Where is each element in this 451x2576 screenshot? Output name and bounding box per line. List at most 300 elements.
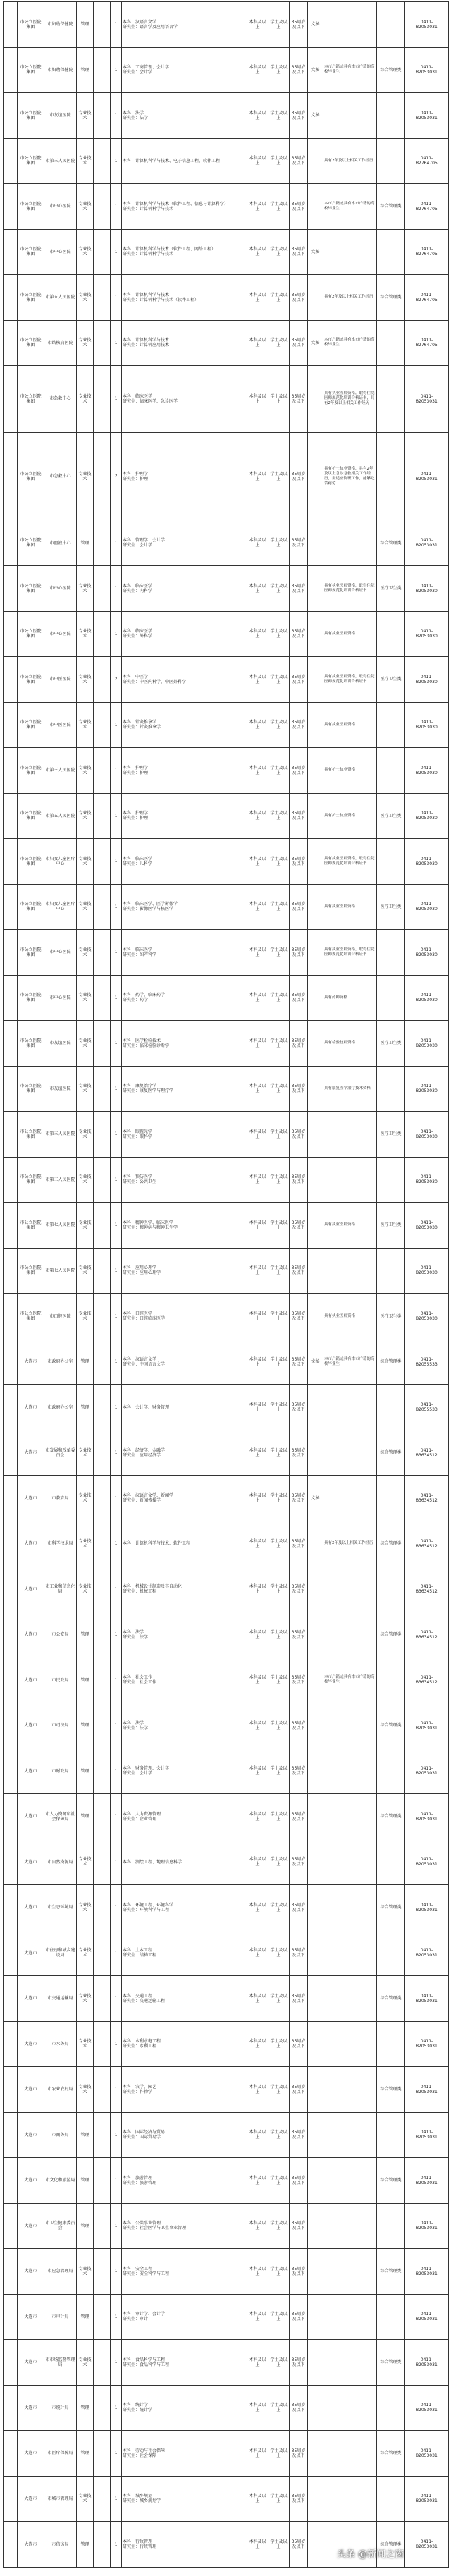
age-limit-cell: 35周岁及以下 [290, 93, 308, 139]
hire-count-cell: 1 [111, 229, 122, 275]
post-type-cell [94, 366, 111, 433]
hire-count-cell: 1 [111, 1748, 122, 1794]
remark-cell [377, 1066, 405, 1112]
region-cell: 市公立医院集团 [18, 275, 44, 321]
education-cell: 本科及以上 [247, 432, 268, 520]
education-cell: 本科及以上 [247, 2476, 268, 2522]
contact-phone-cell: 0411- 82053030 [405, 1294, 449, 1339]
position-number-cell [4, 1066, 18, 1112]
post-type-cell [94, 184, 111, 230]
major-cell: 本科：安全工程 研究生：安全科学与工程 [122, 2249, 247, 2295]
post-category-cell: 管理 [77, 1657, 94, 1703]
hire-count-cell: 1 [111, 1839, 122, 1885]
age-limit-cell: 35周岁及以下 [290, 2249, 308, 2295]
degree-cell: 学士及以上 [268, 884, 290, 930]
major-cell: 本科：工商管理、会计学 研究生：会计学 [122, 47, 247, 93]
employer-cell: 市妇幼保健院 [44, 2, 77, 48]
post-type-cell [94, 611, 111, 657]
major-cell: 本科：财务管理、会计学 研究生：会计学 [122, 1748, 247, 1794]
major-cell: 本科：法学 研究生：法学 [122, 1612, 247, 1657]
degree-cell: 学士及以上 [268, 1566, 290, 1612]
region-cell: 大连市 [18, 1975, 44, 2021]
table-row [4, 1476, 449, 1521]
position-number-cell [4, 566, 18, 612]
position-number-cell [4, 2522, 18, 2568]
contact-phone-cell: 0411- 82053031 [405, 2, 449, 48]
post-type-cell [94, 1339, 111, 1385]
table-row [4, 2203, 449, 2249]
education-cell: 本科及以上 [247, 2067, 268, 2113]
education-cell: 本科及以上 [247, 1476, 268, 1521]
requirement-cell [323, 2, 377, 48]
region-cell: 市公立医院集团 [18, 93, 44, 139]
post-type-cell [94, 138, 111, 184]
post-category-cell: 专业技术 [77, 884, 94, 930]
degree-cell: 学士及以上 [268, 1248, 290, 1294]
post-category-cell: 管理 [77, 2522, 94, 2568]
education-cell: 本科及以上 [247, 1930, 268, 1976]
table-row [4, 657, 449, 703]
requirement-cell [323, 2340, 377, 2386]
post-type-cell [94, 47, 111, 93]
employer-cell: 市水务局 [44, 2021, 77, 2067]
degree-cell: 学士及以上 [268, 2158, 290, 2204]
remark-cell [377, 975, 405, 1021]
employer-cell: 市信访局 [44, 2522, 77, 2568]
remark-cell [377, 1566, 405, 1612]
education-cell: 本科及以上 [247, 1066, 268, 1112]
education-cell: 本科及以上 [247, 229, 268, 275]
major-cell: 本科：针灸推拿学 研究生：针灸推拿学 [122, 702, 247, 748]
hire-count-cell: 1 [111, 1566, 122, 1612]
table-row [4, 184, 449, 230]
region-cell: 市公立医院集团 [18, 184, 44, 230]
post-type-cell [94, 1748, 111, 1794]
hire-count-cell: 1 [111, 1476, 122, 1521]
age-limit-cell: 35周岁及以下 [290, 1385, 308, 1430]
hire-count-cell: 1 [111, 748, 122, 794]
employer-cell: 市第三人民医院 [44, 1112, 77, 1158]
post-category-cell: 专业技术 [77, 702, 94, 748]
major-cell: 本科：食品科学与工程 研究生：食品科学与工程 [122, 2340, 247, 2386]
age-limit-cell: 35周岁及以下 [290, 1157, 308, 1203]
post-category-cell: 管理 [77, 1339, 94, 1385]
exam-cell [308, 1294, 323, 1339]
degree-cell: 学士及以上 [268, 432, 290, 520]
post-category-cell: 专业技术 [77, 2476, 94, 2522]
position-number-cell [4, 1839, 18, 1885]
exam-cell [308, 1975, 323, 2021]
exam-cell [308, 2340, 323, 2386]
age-limit-cell: 35周岁及以下 [290, 1248, 308, 1294]
education-cell: 本科及以上 [247, 47, 268, 93]
major-cell: 本科：临床医学 研究生：临床医学、急诊医学 [122, 366, 247, 433]
education-cell: 本科及以上 [247, 2431, 268, 2477]
post-type-cell [94, 566, 111, 612]
table-row [4, 1385, 449, 1430]
contact-phone-cell: 0411- 82053031 [405, 1703, 449, 1748]
post-category-cell: 管理 [77, 1385, 94, 1430]
remark-cell: 综合管理类 [377, 1975, 405, 2021]
remark-cell [377, 2112, 405, 2158]
remark-cell: 综合管理类 [377, 1793, 405, 1839]
exam-cell [308, 884, 323, 930]
region-cell: 大连市 [18, 1793, 44, 1839]
region-cell: 市公立医院集团 [18, 229, 44, 275]
table-row [4, 138, 449, 184]
contact-phone-cell: 0411- 82053030 [405, 1157, 449, 1203]
region-cell: 市公立医院集团 [18, 1294, 44, 1339]
hire-count-cell: 1 [111, 1112, 122, 1158]
hire-count-cell: 1 [111, 930, 122, 976]
exam-cell: 文秘 [308, 229, 323, 275]
post-category-cell: 专业技术 [77, 93, 94, 139]
degree-cell: 学士及以上 [268, 2021, 290, 2067]
post-type-cell [94, 930, 111, 976]
region-cell: 市公立医院集团 [18, 930, 44, 976]
table-row [4, 2158, 449, 2204]
hire-count-cell: 1 [111, 1657, 122, 1703]
major-cell: 本科：汉语言文学、新闻学 研究生：新闻传播学 [122, 1476, 247, 1521]
table-row [4, 1793, 449, 1839]
region-cell: 市公立医院集团 [18, 657, 44, 703]
position-number-cell [4, 1566, 18, 1612]
contact-phone-cell: 0411- 82053031 [405, 1930, 449, 1976]
exam-cell [308, 702, 323, 748]
age-limit-cell: 35周岁及以下 [290, 2067, 308, 2113]
region-cell: 市公立医院集团 [18, 1157, 44, 1203]
table-row [4, 611, 449, 657]
employer-cell: 市第七人民医院 [44, 1248, 77, 1294]
exam-cell [308, 2431, 323, 2477]
education-cell: 本科及以上 [247, 1566, 268, 1612]
employer-cell: 市妇女儿童医疗中心 [44, 884, 77, 930]
post-type-cell [94, 1294, 111, 1339]
requirement-cell [323, 1476, 377, 1521]
position-number-cell [4, 1884, 18, 1930]
hire-count-cell: 1 [111, 975, 122, 1021]
position-number-cell [4, 432, 18, 520]
contact-phone-cell: 0411- 82053030 [405, 611, 449, 657]
education-cell: 本科及以上 [247, 2294, 268, 2340]
remark-cell: 医疗卫生类 [377, 1112, 405, 1158]
employer-cell: 市中心医院 [44, 229, 77, 275]
position-number-cell [4, 1430, 18, 1476]
employer-cell: 市急救中心 [44, 432, 77, 520]
degree-cell: 学士及以上 [268, 520, 290, 566]
post-type-cell [94, 1430, 111, 1476]
contact-phone-cell: 0411- 82053030 [405, 566, 449, 612]
region-cell: 大连市 [18, 2249, 44, 2295]
employer-cell: 市教育局 [44, 1476, 77, 1521]
major-cell: 本科：人力资源管理 研究生：企业管理 [122, 1793, 247, 1839]
position-number-cell [4, 611, 18, 657]
degree-cell: 学士及以上 [268, 1839, 290, 1885]
remark-cell: 综合管理类 [377, 2249, 405, 2295]
position-number-cell [4, 2158, 18, 2204]
remark-cell [377, 2476, 405, 2522]
education-cell: 本科及以上 [247, 2, 268, 48]
contact-phone-cell: 0411- 83634512 [405, 1566, 449, 1612]
remark-cell: 综合管理类 [377, 2067, 405, 2113]
exam-cell [308, 2249, 323, 2295]
exam-cell [308, 1203, 323, 1249]
position-number-cell [4, 138, 18, 184]
post-type-cell [94, 2522, 111, 2568]
remark-cell: 综合管理类 [377, 1612, 405, 1657]
post-category-cell: 专业技术 [77, 1112, 94, 1158]
hire-count-cell: 1 [111, 2385, 122, 2431]
employer-cell: 市医疗保障局 [44, 2431, 77, 2477]
post-type-cell [94, 2067, 111, 2113]
hire-count-cell: 1 [111, 1703, 122, 1748]
post-type-cell [94, 884, 111, 930]
contact-phone-cell: 0411- 82053031 [405, 2021, 449, 2067]
table-row [4, 1203, 449, 1249]
hire-count-cell: 1 [111, 520, 122, 566]
employer-cell: 市友谊医院 [44, 93, 77, 139]
hire-count-cell: 1 [111, 138, 122, 184]
major-cell: 本科：护理学 研究生：护理 [122, 748, 247, 794]
remark-cell: 医疗卫生类 [377, 566, 405, 612]
post-category-cell: 管理 [77, 2112, 94, 2158]
contact-phone-cell: 0411- 82053031 [405, 2431, 449, 2477]
requirement-cell [323, 93, 377, 139]
requirement-cell [323, 2385, 377, 2431]
post-type-cell [94, 2294, 111, 2340]
contact-phone-cell: 0411- 82053031 [405, 1975, 449, 2021]
requirement-cell [323, 2294, 377, 2340]
position-number-cell [4, 2067, 18, 2113]
requirement-cell [323, 2522, 377, 2568]
hire-count-cell: 1 [111, 184, 122, 230]
education-cell: 本科及以上 [247, 657, 268, 703]
post-category-cell: 专业技术 [77, 229, 94, 275]
exam-cell [308, 520, 323, 566]
requirement-cell: 本市户籍或具有本市户籍的高校毕业生 [323, 1657, 377, 1703]
education-cell: 本科及以上 [247, 320, 268, 366]
exam-cell [308, 930, 323, 976]
employer-cell: 市中医医院 [44, 702, 77, 748]
post-category-cell: 专业技术 [77, 1476, 94, 1521]
employer-cell: 市结核病医院 [44, 320, 77, 366]
requirement-cell [323, 1430, 377, 1476]
exam-cell [308, 1521, 323, 1566]
major-cell: 本科：药学、临床药学 研究生：药学 [122, 975, 247, 1021]
age-limit-cell: 35周岁及以下 [290, 1112, 308, 1158]
major-cell: 本科：测绘工程、地理信息科学 [122, 1839, 247, 1885]
major-cell: 本科：精神医学、临床医学 研究生：精神病与精神卫生学 [122, 1203, 247, 1249]
age-limit-cell: 35周岁及以下 [290, 884, 308, 930]
remark-cell [377, 611, 405, 657]
employer-cell: 市公安局 [44, 1612, 77, 1657]
position-number-cell [4, 2249, 18, 2295]
post-type-cell [94, 1566, 111, 1612]
age-limit-cell: 35周岁及以下 [290, 748, 308, 794]
contact-phone-cell: 0411- 82053030 [405, 1112, 449, 1158]
degree-cell: 学士及以上 [268, 93, 290, 139]
post-category-cell: 专业技术 [77, 1294, 94, 1339]
remark-cell [377, 2203, 405, 2249]
exam-cell [308, 1157, 323, 1203]
position-number-cell [4, 1793, 18, 1839]
hire-count-cell: 1 [111, 2431, 122, 2477]
region-cell: 市公立医院集团 [18, 47, 44, 93]
table-row [4, 520, 449, 566]
major-cell: 本科：机械设计制造及其自动化 研究生：机械工程 [122, 1566, 247, 1612]
requirement-cell: 具有执业医师资格 [323, 611, 377, 657]
requirement-cell: 具有执业医师资格，取得住院医师规范化培训合格证书 [323, 930, 377, 976]
hire-count-cell: 1 [111, 47, 122, 93]
employer-cell: 市第五人民医院 [44, 275, 77, 321]
exam-cell [308, 1021, 323, 1067]
requirement-cell [323, 1975, 377, 2021]
hire-count-cell: 1 [111, 1248, 122, 1294]
post-category-cell: 专业技术 [77, 1157, 94, 1203]
hire-count-cell: 1 [111, 93, 122, 139]
contact-phone-cell: 0411- 83634512 [405, 1657, 449, 1703]
education-cell: 本科及以上 [247, 1203, 268, 1249]
position-number-cell [4, 1203, 18, 1249]
hire-count-cell: 1 [111, 1294, 122, 1339]
region-cell: 市公立医院集团 [18, 1021, 44, 1067]
employer-cell: 市第三人民医院 [44, 1157, 77, 1203]
position-number-cell [4, 930, 18, 976]
age-limit-cell: 35周岁及以下 [290, 1430, 308, 1476]
recruitment-table-sheet [3, 1, 448, 2568]
post-category-cell: 专业技术 [77, 566, 94, 612]
education-cell: 本科及以上 [247, 2385, 268, 2431]
requirement-cell [323, 2431, 377, 2477]
region-cell: 大连市 [18, 1566, 44, 1612]
table-row [4, 2112, 449, 2158]
position-number-cell [4, 275, 18, 321]
age-limit-cell: 35周岁及以下 [290, 1884, 308, 1930]
degree-cell: 学士及以上 [268, 138, 290, 184]
contact-phone-cell: 0411- 82764705 [405, 184, 449, 230]
major-cell: 本科：汉语言文学 研究生：语言学及应用语言学 [122, 2, 247, 48]
degree-cell: 学士及以上 [268, 975, 290, 1021]
region-cell: 市公立医院集团 [18, 432, 44, 520]
employer-cell: 市城市管理局 [44, 2476, 77, 2522]
remark-cell: 医疗卫生类 [377, 1294, 405, 1339]
exam-cell: 文秘 [308, 320, 323, 366]
position-number-cell [4, 2203, 18, 2249]
region-cell: 市公立医院集团 [18, 566, 44, 612]
education-cell: 本科及以上 [247, 2021, 268, 2067]
employer-cell: 市中心医院 [44, 611, 77, 657]
contact-phone-cell: 0411- 82053030 [405, 1021, 449, 1067]
major-cell: 本科：计算机科学与技术 研究生：计算机应用技术 [122, 320, 247, 366]
major-cell: 本科：统计学 研究生：统计学 [122, 2385, 247, 2431]
major-cell: 本科：眼视光学 研究生：眼科学 [122, 1112, 247, 1158]
table-row [4, 1066, 449, 1112]
education-cell: 本科及以上 [247, 839, 268, 885]
requirement-cell: 具有执业医师资格，取得住院医师规范化培训合格证书 [323, 566, 377, 612]
post-type-cell [94, 2431, 111, 2477]
age-limit-cell: 35周岁及以下 [290, 2340, 308, 2386]
requirement-cell: 具有2年及以上相关工作经历 [323, 138, 377, 184]
hire-count-cell: 1 [111, 611, 122, 657]
hire-count-cell: 1 [111, 1430, 122, 1476]
education-cell: 本科及以上 [247, 611, 268, 657]
major-cell: 本科：劳动与社会保障 研究生：社会保障 [122, 2431, 247, 2477]
post-category-cell: 专业技术 [77, 184, 94, 230]
region-cell: 大连市 [18, 2340, 44, 2386]
exam-cell [308, 657, 323, 703]
position-number-cell [4, 975, 18, 1021]
post-type-cell [94, 1884, 111, 1930]
post-category-cell: 专业技术 [77, 793, 94, 839]
post-category-cell: 管理 [77, 2158, 94, 2204]
employer-cell: 市急救中心 [44, 366, 77, 433]
position-number-cell [4, 1112, 18, 1158]
education-cell: 本科及以上 [247, 2112, 268, 2158]
region-cell: 市公立医院集团 [18, 520, 44, 566]
exam-cell [308, 1430, 323, 1476]
position-number-cell [4, 1748, 18, 1794]
major-cell: 本科：审计学、会计学 研究生：审计 [122, 2294, 247, 2340]
requirement-cell [323, 1385, 377, 1430]
remark-cell: 综合管理类 [377, 2431, 405, 2477]
requirement-cell [323, 1839, 377, 1885]
table-row [4, 93, 449, 139]
major-cell: 本科：土木工程 研究生：结构工程 [122, 1930, 247, 1976]
table-row [4, 702, 449, 748]
requirement-cell: 本市户籍或具有本市户籍的高校毕业生 [323, 184, 377, 230]
education-cell: 本科及以上 [247, 1521, 268, 1566]
position-number-cell [4, 93, 18, 139]
requirement-cell: 具有护士执业资格，具有2年及以上急诊急救相关工作经历，需适应倒班工作，能够吃苦耐劳 [323, 432, 377, 520]
remark-cell [377, 229, 405, 275]
table-row [4, 1975, 449, 2021]
position-number-cell [4, 2431, 18, 2477]
post-category-cell: 专业技术 [77, 1839, 94, 1885]
requirement-cell: 具有执业医师资格，取得住院医师规范化培训合格证书，具有2年及以上相关工作经历 [323, 366, 377, 433]
employer-cell: 市科学技术局 [44, 1521, 77, 1566]
degree-cell: 学士及以上 [268, 2431, 290, 2477]
position-number-cell [4, 1294, 18, 1339]
post-category-cell: 专业技术 [77, 2021, 94, 2067]
hire-count-cell: 1 [111, 2112, 122, 2158]
degree-cell: 学士及以上 [268, 2294, 290, 2340]
contact-phone-cell: 0411- 82764705 [405, 275, 449, 321]
education-cell: 本科及以上 [247, 1157, 268, 1203]
remark-cell [377, 93, 405, 139]
employer-cell: 市政府办公室 [44, 1385, 77, 1430]
employer-cell: 市统计局 [44, 2385, 77, 2431]
contact-phone-cell: 0411- 82053030 [405, 839, 449, 885]
contact-phone-cell: 0411- 82053031 [405, 366, 449, 433]
education-cell: 本科及以上 [247, 2249, 268, 2295]
degree-cell: 学士及以上 [268, 2249, 290, 2295]
position-number-cell [4, 2476, 18, 2522]
degree-cell: 学士及以上 [268, 2385, 290, 2431]
employer-cell: 市司法局 [44, 1703, 77, 1748]
remark-cell: 综合管理类 [377, 2158, 405, 2204]
degree-cell: 学士及以上 [268, 930, 290, 976]
position-number-cell [4, 702, 18, 748]
age-limit-cell: 35周岁及以下 [290, 184, 308, 230]
education-cell: 本科及以上 [247, 1021, 268, 1067]
contact-phone-cell: 0411- 82053031 [405, 2476, 449, 2522]
region-cell: 市公立医院集团 [18, 138, 44, 184]
table-row [4, 2522, 449, 2568]
exam-cell [308, 2067, 323, 2113]
age-limit-cell: 35周岁及以下 [290, 1975, 308, 2021]
post-category-cell: 专业技术 [77, 748, 94, 794]
education-cell: 本科及以上 [247, 748, 268, 794]
